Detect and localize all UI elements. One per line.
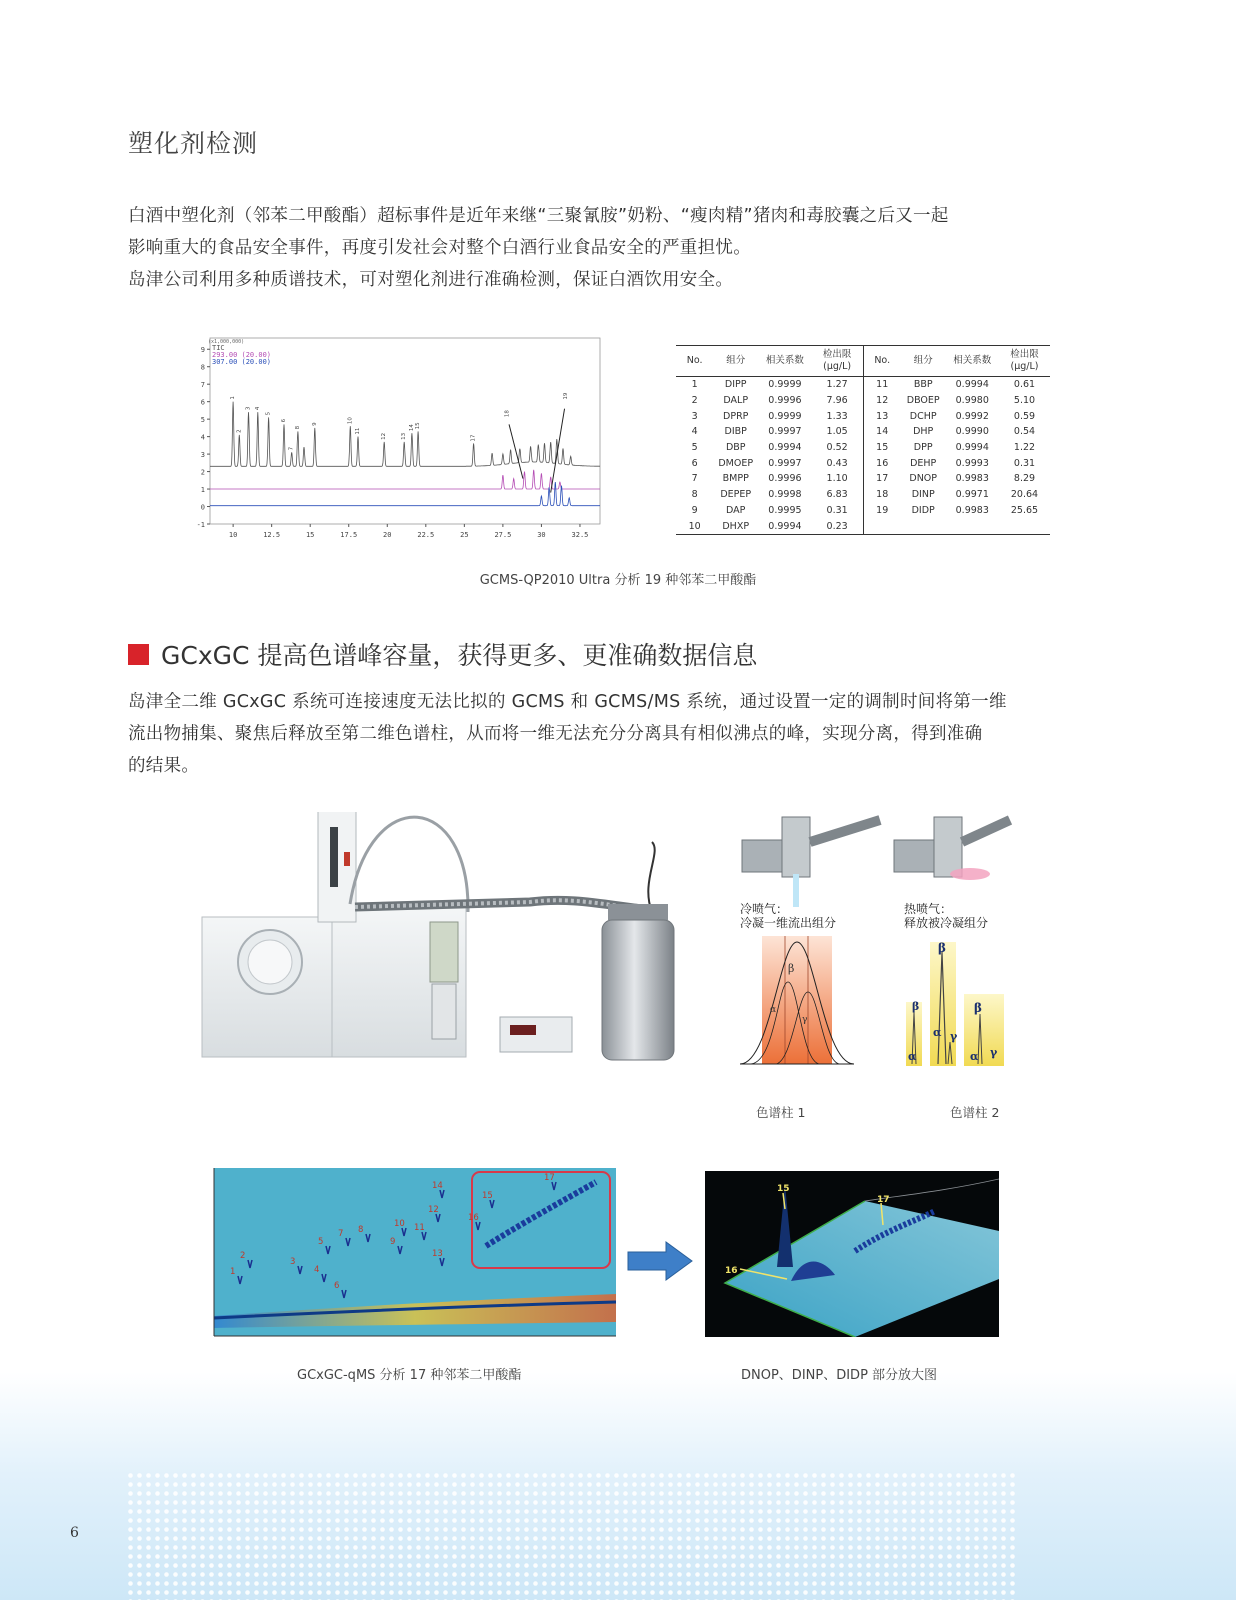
footer-dot-pattern <box>0 1372 1236 1600</box>
cell-no: 5 <box>691 442 698 454</box>
cell-no: 1 <box>691 379 698 391</box>
header-lod <box>812 346 863 377</box>
cold-jet-line1: 冷喷气： <box>740 902 789 916</box>
x-tick-label: 22.5 <box>417 531 435 539</box>
cell-correlation: 0.9994 <box>955 442 989 454</box>
cell-correlation: 0.9998 <box>768 489 802 501</box>
header-component: 组分 <box>901 346 946 377</box>
gcxgc-contour-plot <box>204 1168 616 1338</box>
contour-peak-label: 3 <box>290 1257 296 1267</box>
cell-lod: 20.64 <box>1010 489 1039 501</box>
peak-label: 4 <box>254 406 261 411</box>
x-tick-label: 12.5 <box>263 531 281 539</box>
gamma-label-col1: γ <box>802 1015 808 1025</box>
cell-correlation: 0.9999 <box>768 410 802 422</box>
contour-peak-label: 4 <box>314 1265 320 1275</box>
beta-label-col1: β <box>788 962 795 975</box>
header-lod-label: 检出限 <box>1010 349 1039 360</box>
cell-correlation: 0.9983 <box>955 473 989 485</box>
section-title-gcxgc <box>128 636 757 672</box>
cell-component <box>901 518 946 534</box>
arrow-right-icon <box>626 1240 694 1282</box>
x-tick-label: 30 <box>537 531 546 539</box>
peak-label: 9 <box>311 422 318 426</box>
peak-label: 1 <box>230 396 237 400</box>
header-lod-unit: (μg/L) <box>823 361 852 372</box>
cell-no: 14 <box>863 424 901 440</box>
contour-peak-label: 12 <box>428 1205 439 1215</box>
peak-label: 6 <box>280 418 287 423</box>
cell-component: BMPP <box>722 473 749 485</box>
contour-plot-svg <box>204 1168 616 1338</box>
cell-no: 10 <box>676 518 713 534</box>
beta-label-col2a: β <box>912 1000 920 1013</box>
peak-label: 12 <box>381 432 388 440</box>
alpha-label-col2b: α <box>933 1026 942 1039</box>
table-row <box>676 408 1050 424</box>
x-tick-label: 27.5 <box>494 531 512 539</box>
hot-jet-line1: 热喷气： <box>904 902 953 916</box>
cell-component: DMOEP <box>718 457 754 469</box>
cell-lod: 25.65 <box>1010 504 1039 516</box>
cell-lod: 0.43 <box>826 457 848 469</box>
header-lod <box>999 346 1050 377</box>
contour-peak-label: 16 <box>468 1213 479 1223</box>
cell-component: DEHP <box>910 457 937 469</box>
cold-jet-line2: 冷凝一维流出组分 <box>740 916 837 930</box>
contour-peak-label: 1 <box>230 1267 236 1277</box>
hot-jet-label <box>904 902 988 930</box>
contour-peak-label: 17 <box>544 1173 555 1183</box>
peak-label: 11 <box>354 427 361 435</box>
cell-lod: 0.59 <box>1013 410 1036 422</box>
legend-entry: 307.00 (20.00) <box>212 358 272 366</box>
beta-label-col2c: β <box>974 1001 982 1015</box>
header-correlation: 相关系数 <box>758 346 811 377</box>
plot3d-label-16: 16 <box>725 1266 738 1276</box>
cell-component: DHXP <box>713 518 758 534</box>
cell-lod: 0.23 <box>812 518 863 534</box>
cell-no: 4 <box>691 426 698 438</box>
peak-label: 2 <box>236 429 243 433</box>
y-tick-label: 0 <box>200 503 205 512</box>
cell-component: DPRP <box>723 410 749 422</box>
chromatogram-chart <box>180 336 620 550</box>
table-row <box>676 377 1050 393</box>
y-tick-label: 2 <box>200 468 205 477</box>
peak-label: 8 <box>294 425 301 430</box>
cell-lod: 1.27 <box>826 379 848 391</box>
cell-component: DPP <box>913 442 933 454</box>
cold-jet-label <box>740 902 836 930</box>
cell-no: 12 <box>863 393 901 409</box>
cell-lod: 0.31 <box>826 504 848 516</box>
peak-modulation-illustration <box>740 932 1040 1082</box>
cell-lod: 8.29 <box>1013 473 1036 485</box>
cell-no: 17 <box>863 471 901 487</box>
cell-component: DIPP <box>724 379 747 391</box>
cell-no: 8 <box>691 489 698 501</box>
peak-label: 15 <box>415 422 422 430</box>
header-component: 组分 <box>713 346 758 377</box>
contour-peak-label: 5 <box>318 1237 324 1247</box>
peak-label: 17 <box>470 434 477 442</box>
cell-lod: 0.54 <box>1013 426 1036 438</box>
hot-jet-line2: 释放被冷凝组分 <box>904 916 989 930</box>
cell-no: 9 <box>691 504 698 516</box>
cell-no: 7 <box>691 473 698 485</box>
cell-correlation: 0.9997 <box>768 457 802 469</box>
x-tick-label: 10 <box>228 531 238 539</box>
cell-lod: 7.96 <box>826 395 848 407</box>
peak-label: 18 <box>504 410 511 418</box>
table-row <box>676 440 1050 456</box>
contour-peak-label: 10 <box>394 1219 405 1229</box>
cell-lod: 6.83 <box>826 489 848 501</box>
y-tick-label: 3 <box>200 451 205 460</box>
x-tick-label: 32.5 <box>571 531 589 539</box>
cell-correlation: 0.9990 <box>955 426 989 438</box>
cell-component: DBP <box>725 442 746 454</box>
beta-label-col2b: β <box>938 941 946 955</box>
table-row <box>676 393 1050 409</box>
cell-correlation: 0.9996 <box>768 473 802 485</box>
column2-label: 色谱柱 2 <box>950 1105 1000 1120</box>
gcxgc-3d-plot <box>705 1171 999 1337</box>
cell-no: 18 <box>863 487 901 503</box>
cell-component: BBP <box>913 379 933 391</box>
peak-label: 5 <box>265 411 272 416</box>
y-tick-label: 7 <box>200 381 205 390</box>
header-lod-label: 检出限 <box>822 349 852 360</box>
column1-label: 色谱柱 1 <box>756 1105 806 1120</box>
plot3d-svg <box>705 1171 999 1337</box>
cell-correlation: 0.9994 <box>768 442 802 454</box>
contour-peak-label: 8 <box>358 1225 364 1235</box>
contour-peak-label: 15 <box>482 1191 493 1201</box>
header-no: No. <box>676 346 713 377</box>
cell-correlation: 0.9983 <box>955 504 989 516</box>
caption-zoom: DNOP、DINP、DIDP 部分放大图 <box>741 1368 938 1383</box>
cell-component: DHP <box>913 426 934 438</box>
header-correlation: 相关系数 <box>946 346 999 377</box>
cell-lod: 0.31 <box>1013 457 1036 469</box>
paragraph-line: 影响重大的食品安全事件，再度引发社会对整个白酒行业食品安全的严重担忧。 <box>128 238 751 258</box>
cell-no: 3 <box>691 410 698 422</box>
contour-peak-label: 11 <box>414 1223 425 1233</box>
y-tick-label: 8 <box>200 363 205 372</box>
detection-table <box>676 345 1050 535</box>
table-row <box>676 455 1050 471</box>
peak-label: 14 <box>408 424 415 432</box>
caption-gcxgc: GCxGC-qMS 分析 17 种邻苯二甲酸酯 <box>297 1368 522 1383</box>
x-tick-label: 15 <box>305 531 315 539</box>
footer-background <box>0 1372 1236 1600</box>
peak-label: 19 <box>563 392 570 400</box>
plot3d-label-17: 17 <box>877 1195 890 1205</box>
cell-component: DIDP <box>911 504 935 516</box>
contour-peak-label: 2 <box>240 1251 246 1261</box>
cell-correlation: 0.9993 <box>955 457 989 469</box>
y-tick-label: -1 <box>196 521 205 529</box>
y-tick-label: 1 <box>200 486 205 495</box>
x-tick-label: 17.5 <box>340 531 358 539</box>
y-tick-label: 4 <box>200 433 205 442</box>
contour-peak-label: 13 <box>432 1249 443 1259</box>
cell-no: 16 <box>863 455 901 471</box>
contour-peak-label: 9 <box>390 1237 396 1247</box>
gcxgc-instrument-illustration <box>200 812 700 1087</box>
cell-lod: 5.10 <box>1013 395 1036 407</box>
cell-no: 11 <box>863 377 901 393</box>
cell-no <box>863 518 901 534</box>
y-tick-label: 9 <box>200 346 205 355</box>
cell-correlation: 0.9995 <box>768 504 802 516</box>
cell-component: DAP <box>726 504 746 516</box>
legend-entry: 293.00 (20.00) <box>212 351 272 359</box>
cell-correlation: 0.9997 <box>768 426 802 438</box>
cell-component: DINP <box>911 489 935 501</box>
paragraph-line: 的结果。 <box>128 756 200 776</box>
paragraph-line: 岛津公司利用多种质谱技术，可对塑化剂进行准确检测，保证白酒饮用安全。 <box>128 270 734 290</box>
red-square-icon <box>128 644 149 665</box>
y-scale-note: (x1,000,000) <box>208 339 245 345</box>
cell-correlation: 0.9992 <box>955 410 989 422</box>
cell-no: 6 <box>691 457 698 469</box>
section-title-text: GCxGC 提高色谱峰容量，获得更多、更准确数据信息 <box>161 641 758 670</box>
peak-label: 7 <box>288 446 295 451</box>
contour-peak-label: 6 <box>334 1281 340 1291</box>
cell-correlation: 0.9994 <box>758 518 811 534</box>
cell-lod: 1.33 <box>826 410 848 422</box>
cell-no: 2 <box>691 395 698 407</box>
cell-no: 15 <box>863 440 901 456</box>
cell-lod: 1.05 <box>826 426 848 438</box>
section1-paragraph <box>128 200 1118 296</box>
caption-gcms: GCMS-QP2010 Ultra 分析 19 种邻苯二甲酸酯 <box>479 573 757 588</box>
alpha-label-col1: α <box>770 1005 777 1015</box>
cell-correlation: 0.9994 <box>955 379 989 391</box>
cell-lod: 0.52 <box>826 442 848 454</box>
header-lod-unit: (μg/L) <box>1010 361 1039 372</box>
section-title-plasticizer: 塑化剂检测 <box>128 129 259 158</box>
table-row <box>676 424 1050 440</box>
chromatogram-svg <box>180 336 620 550</box>
cell-correlation: 0.9980 <box>955 395 989 407</box>
gamma-label-col2b: γ <box>950 1030 958 1043</box>
table-row <box>676 471 1050 487</box>
table-row <box>676 487 1050 503</box>
cell-no: 19 <box>863 503 901 519</box>
legend-entry: TIC <box>212 344 225 352</box>
header-no: No. <box>863 346 901 377</box>
x-tick-label: 25 <box>460 531 469 539</box>
detection-table-body <box>676 377 1050 535</box>
cell-correlation: 0.9999 <box>768 379 802 391</box>
peak-label: 13 <box>401 432 408 440</box>
page-number: 6 <box>70 1525 79 1541</box>
modulator-diagram <box>740 812 1040 1127</box>
x-tick-label: 20 <box>383 531 392 539</box>
contour-peak-label: 7 <box>338 1229 344 1239</box>
cell-component: DCHP <box>909 410 937 422</box>
paragraph-line: 岛津全二维 GCxGC 系统可连接速度无法比拟的 GCMS 和 GCMS/MS 系统，通过设置一定的调制时间将第一维 <box>128 692 1007 712</box>
gamma-label-col2c: γ <box>990 1046 998 1059</box>
cell-lod <box>999 518 1050 534</box>
cell-correlation <box>946 518 999 534</box>
cell-correlation: 0.9996 <box>768 395 802 407</box>
section2-paragraph <box>128 686 1118 782</box>
cell-lod: 1.22 <box>1013 442 1036 454</box>
cell-component: DEPEP <box>720 489 752 501</box>
cell-correlation: 0.9971 <box>955 489 989 501</box>
cell-lod: 0.61 <box>1013 379 1036 391</box>
cell-component: DALP <box>723 395 749 407</box>
cell-component: DIBP <box>724 426 747 438</box>
table-row <box>676 503 1050 519</box>
paragraph-line: 白酒中塑化剂（邻苯二甲酸酯）超标事件是近年来继“三聚氰胺”奶粉、“瘦肉精”猪肉和毒胶囊之后又一起 <box>128 206 949 226</box>
cell-component: DNOP <box>909 473 938 485</box>
cell-lod: 1.10 <box>826 473 848 485</box>
y-tick-label: 6 <box>200 398 205 407</box>
plot3d-label-15: 15 <box>777 1184 790 1194</box>
table-row <box>676 518 1050 534</box>
paragraph-line: 流出物捕集、聚焦后释放至第二维色谱柱，从而将一维无法充分分离具有相似沸点的峰，实现分离，得到准确 <box>128 724 983 744</box>
y-tick-label: 5 <box>200 416 205 425</box>
cell-component: DBOEP <box>906 395 940 407</box>
peak-label: 3 <box>245 406 252 411</box>
instrument-photo <box>200 812 700 1087</box>
cell-no: 13 <box>863 408 901 424</box>
alpha-label-col2c: α <box>970 1050 979 1063</box>
peak-label: 10 <box>347 417 354 425</box>
contour-peak-label: 14 <box>432 1181 443 1191</box>
alpha-label-col2a: α <box>908 1050 917 1063</box>
